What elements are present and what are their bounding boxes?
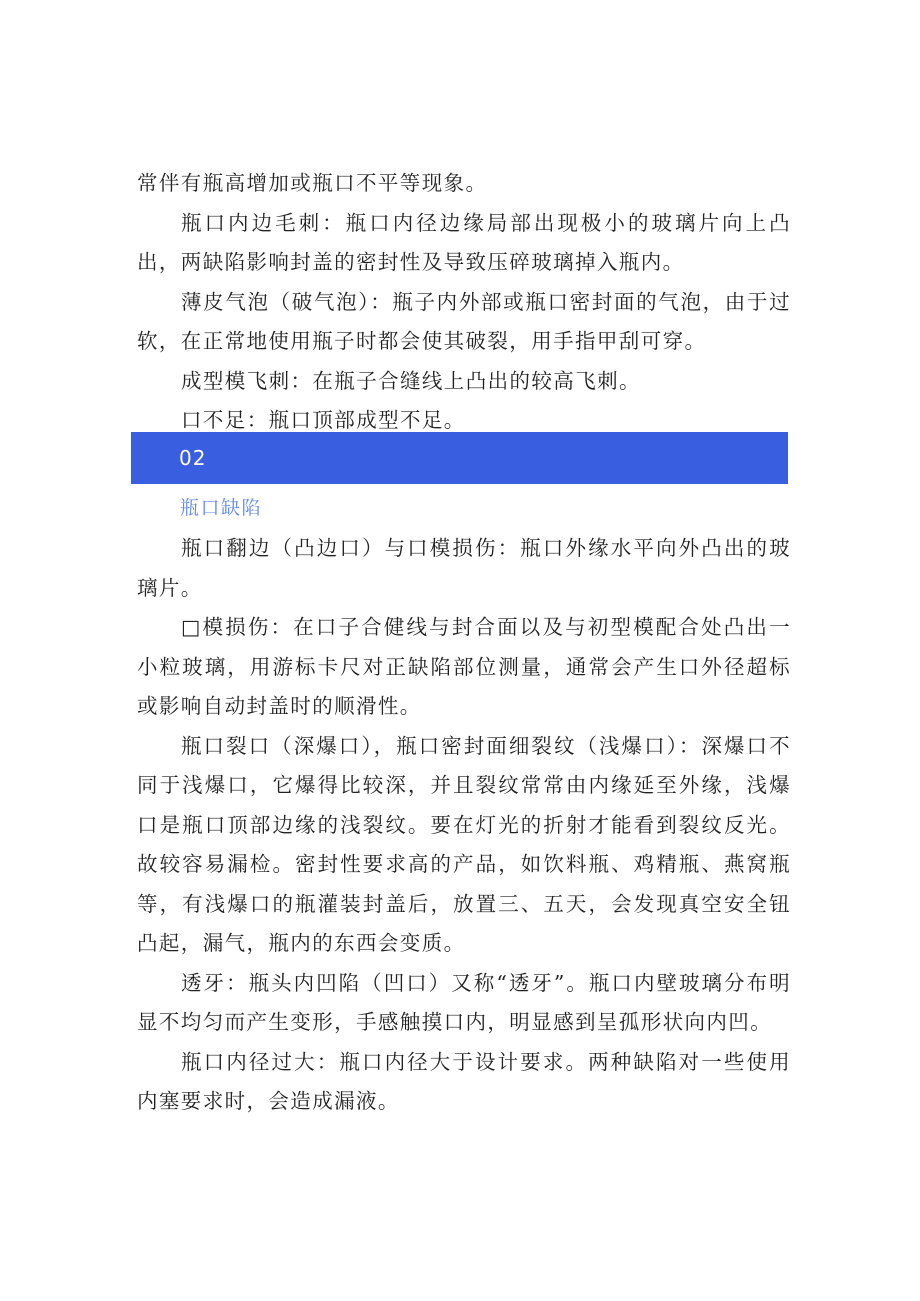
paragraph-inner-edge-burr: 瓶口内边毛刺：瓶口内径边缘局部出现极小的玻璃片向上凸出，两缺陷影响封盖的密封性及导致压碎玻璃掉入瓶内。 (137, 210, 791, 274)
paragraph-continuation: 常伴有瓶高增加或瓶口不平等现象。 (137, 171, 488, 195)
top-text-block (137, 164, 791, 441)
bottom-text-block (137, 529, 791, 1122)
paragraph-flanged-finish: 瓶口翻边（凸边口）与口模损伤：瓶口外缘水平向外凸出的玻璃片。 (137, 536, 791, 600)
paragraph-mold-flash: 成型模飞刺：在瓶子合缝线上凸出的较高飞刺。 (181, 368, 641, 393)
paragraph-inner-depression: 透牙：瓶头内凹陷（凹口）又称“透牙”。瓶口内壁玻璃分布明显不均匀而产生变形，手感触摸口内，明显感到呈孤形状向内凹。 (137, 970, 791, 1034)
section-number: 02 (179, 446, 207, 470)
paragraph-mold-damage: □模损伤：在口子合健线与封合面以及与初型模配合处凸出一小粒玻璃，用游标卡尺对正缺陷部位测量，通常会产生口外径超标或影响自动封盖时的顺滑性。 (137, 615, 791, 718)
paragraph-oversize-bore: 瓶口内径过大：瓶口内径大于设计要求。两种缺陷对一些使用内塞要求时，会造成漏液。 (137, 1049, 791, 1113)
section-header-bar (131, 432, 788, 484)
section-title: 瓶口缺陷 (180, 497, 263, 519)
paragraph-thin-skin-bubble: 薄皮气泡（破气泡）：瓶子内外部或瓶口密封面的气泡，由于过软，在正常地使用瓶子时都会使其破裂，用手指甲刮可穿。 (137, 289, 791, 353)
paragraph-short-finish: 口不足：瓶口顶部成型不足。 (181, 408, 466, 432)
paragraph-finish-crack: 瓶口裂口（深爆口），瓶口密封面细裂纹（浅爆口）：深爆口不同于浅爆口，它爆得比较深，并且裂纹常常由内缘延至外缘，浅爆口是瓶口顶部边缘的浅裂纹。要在灯光的折射才能看到裂纹反光。故较容易漏检。密封性要求高的产品，如饮料瓶、鸡精瓶、燕窝瓶等，有浅爆口的瓶灌装封盖后，放置三、五天，会发现真空安全钮凸起，漏气，瓶内的东西会变质。 (137, 733, 791, 955)
